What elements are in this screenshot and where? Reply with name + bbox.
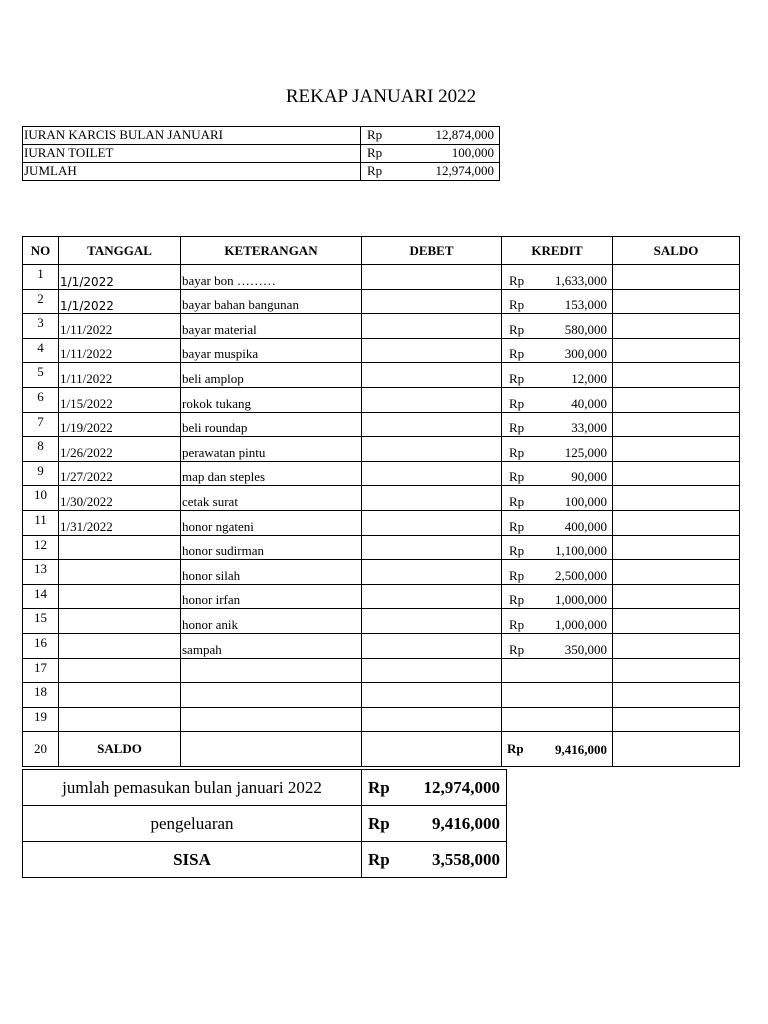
row-saldo <box>613 314 740 339</box>
ledger-row <box>23 535 740 560</box>
row-date <box>59 658 181 683</box>
row-description: bayar muspika <box>181 338 362 363</box>
row-saldo <box>613 289 740 314</box>
ledger-row <box>23 560 740 585</box>
row-debet <box>362 338 502 363</box>
row-currency: Rp <box>509 469 525 485</box>
row-description: honor anik <box>181 609 362 634</box>
row-kredit <box>502 338 613 363</box>
row-number: 1 <box>23 265 59 290</box>
income-label: IURAN KARCIS BULAN JANUARI <box>23 127 361 145</box>
row-amount: 1,000,000 <box>555 616 607 632</box>
ledger-table <box>22 236 740 767</box>
row-saldo <box>613 658 740 683</box>
row-currency: Rp <box>509 370 525 386</box>
row-amount: 1,000,000 <box>555 592 607 608</box>
row-currency: Rp <box>509 272 525 288</box>
ledger-row <box>23 461 740 486</box>
row-date: 1/11/2022 <box>59 338 181 363</box>
ledger-row <box>23 314 740 339</box>
row-number: 6 <box>23 387 59 412</box>
row-kredit <box>502 363 613 388</box>
income-currency: Rp <box>367 163 383 178</box>
row-kredit <box>502 609 613 634</box>
row-saldo <box>613 412 740 437</box>
summary-amount: 3,558,000 <box>432 850 500 869</box>
row-date: 1/11/2022 <box>59 363 181 388</box>
income-row <box>23 145 500 163</box>
ledger-row <box>23 338 740 363</box>
saldo-row <box>23 732 740 767</box>
row-amount: 100,000 <box>564 493 607 509</box>
row-debet <box>362 633 502 658</box>
header-keterangan: KETERANGAN <box>181 237 362 265</box>
row-date: 1/1/2022 <box>59 289 181 314</box>
row-debet <box>362 437 502 462</box>
row-number: 18 <box>23 683 59 708</box>
summary-currency: Rp <box>368 777 390 797</box>
ledger-row <box>23 510 740 535</box>
summary-currency: Rp <box>368 813 390 833</box>
row-debet <box>362 265 502 290</box>
ledger-row <box>23 609 740 634</box>
row-description: honor ngateni <box>181 510 362 535</box>
summary-value-cell <box>362 770 507 806</box>
income-amount: 100,000 <box>451 145 494 160</box>
row-number: 3 <box>23 314 59 339</box>
income-currency-cell <box>361 127 500 145</box>
row-saldo <box>613 363 740 388</box>
income-row <box>23 127 500 145</box>
row-saldo <box>613 707 740 732</box>
row-number: 11 <box>23 510 59 535</box>
row-date <box>59 683 181 708</box>
page-title: REKAP JANUARI 2022 <box>285 86 477 107</box>
income-amount: 12,974,000 <box>435 163 494 178</box>
row-description: rokok tukang <box>181 387 362 412</box>
row-description: bayar material <box>181 314 362 339</box>
row-number: 2 <box>23 289 59 314</box>
income-label: JUMLAH <box>23 163 361 181</box>
row-currency: Rp <box>509 420 525 436</box>
ledger-header-row <box>23 237 740 265</box>
row-amount: 2,500,000 <box>555 567 607 583</box>
row-amount: 33,000 <box>571 420 607 436</box>
saldo-saldo <box>613 732 740 767</box>
summary-value-cell <box>362 842 507 878</box>
row-kredit <box>502 437 613 462</box>
income-currency: Rp <box>367 127 383 142</box>
row-debet <box>362 486 502 511</box>
saldo-label: SALDO <box>59 732 181 767</box>
row-debet <box>362 658 502 683</box>
row-date <box>59 535 181 560</box>
row-kredit <box>502 683 613 708</box>
row-currency: Rp <box>509 518 525 534</box>
row-date: 1/11/2022 <box>59 314 181 339</box>
row-number: 10 <box>23 486 59 511</box>
row-currency: Rp <box>509 346 525 362</box>
row-saldo <box>613 486 740 511</box>
income-total-row <box>23 163 500 181</box>
saldo-kredit <box>502 732 613 767</box>
row-description: perawatan pintu <box>181 437 362 462</box>
row-number: 15 <box>23 609 59 634</box>
summary-label: pengeluaran <box>23 806 362 842</box>
row-description <box>181 683 362 708</box>
row-debet <box>362 461 502 486</box>
row-kredit <box>502 461 613 486</box>
summary-row <box>23 770 507 806</box>
row-description: honor irfan <box>181 584 362 609</box>
row-kredit <box>502 658 613 683</box>
header-tanggal: TANGGAL <box>59 237 181 265</box>
row-saldo <box>613 265 740 290</box>
ledger-row <box>23 584 740 609</box>
row-number: 20 <box>23 732 59 767</box>
row-date: 1/1/2022 <box>59 265 181 290</box>
row-debet <box>362 584 502 609</box>
row-debet <box>362 363 502 388</box>
summary-table <box>22 769 507 878</box>
row-number: 13 <box>23 560 59 585</box>
row-saldo <box>613 560 740 585</box>
row-currency: Rp <box>509 592 525 608</box>
row-debet <box>362 510 502 535</box>
row-description: honor sudirman <box>181 535 362 560</box>
ledger-row <box>23 633 740 658</box>
row-amount: 580,000 <box>564 321 607 337</box>
row-kredit <box>502 707 613 732</box>
row-saldo <box>613 437 740 462</box>
row-saldo <box>613 633 740 658</box>
row-debet <box>362 314 502 339</box>
row-date: 1/19/2022 <box>59 412 181 437</box>
row-number: 16 <box>23 633 59 658</box>
row-debet <box>362 707 502 732</box>
income-currency: Rp <box>367 145 383 160</box>
ledger-row <box>23 412 740 437</box>
row-debet <box>362 683 502 708</box>
row-date: 1/30/2022 <box>59 486 181 511</box>
saldo-currency: Rp <box>507 741 524 757</box>
ledger-row <box>23 683 740 708</box>
row-debet <box>362 535 502 560</box>
summary-currency: Rp <box>368 849 390 869</box>
row-currency: Rp <box>509 616 525 632</box>
row-saldo <box>613 535 740 560</box>
summary-label: jumlah pemasukan bulan januari 2022 <box>23 770 362 806</box>
row-description: bayar bon ……… <box>181 265 362 290</box>
row-description: cetak surat <box>181 486 362 511</box>
summary-value-cell <box>362 806 507 842</box>
row-date <box>59 584 181 609</box>
row-date <box>59 707 181 732</box>
row-debet <box>362 412 502 437</box>
row-description: beli amplop <box>181 363 362 388</box>
row-kredit <box>502 486 613 511</box>
row-number: 9 <box>23 461 59 486</box>
row-currency: Rp <box>509 321 525 337</box>
header-debet: DEBET <box>362 237 502 265</box>
saldo-desc <box>181 732 362 767</box>
summary-sisa-row <box>23 842 507 878</box>
summary-amount: 12,974,000 <box>423 778 500 797</box>
row-saldo <box>613 461 740 486</box>
summary-row <box>23 806 507 842</box>
income-table <box>22 126 500 181</box>
header-kredit: KREDIT <box>502 237 613 265</box>
income-currency-cell <box>361 145 500 163</box>
row-kredit <box>502 560 613 585</box>
row-amount: 125,000 <box>564 444 607 460</box>
row-number: 12 <box>23 535 59 560</box>
ledger-row <box>23 387 740 412</box>
row-kredit <box>502 412 613 437</box>
row-date <box>59 560 181 585</box>
row-date: 1/31/2022 <box>59 510 181 535</box>
row-currency: Rp <box>509 444 525 460</box>
ledger-row <box>23 363 740 388</box>
row-number: 19 <box>23 707 59 732</box>
row-amount: 1,633,000 <box>555 272 607 288</box>
row-amount: 40,000 <box>571 395 607 411</box>
row-amount: 350,000 <box>564 641 607 657</box>
row-saldo <box>613 510 740 535</box>
row-currency: Rp <box>509 297 525 313</box>
row-amount: 90,000 <box>571 469 607 485</box>
row-kredit <box>502 510 613 535</box>
row-currency: Rp <box>509 543 525 559</box>
row-kredit <box>502 535 613 560</box>
header-saldo: SALDO <box>613 237 740 265</box>
row-number: 17 <box>23 658 59 683</box>
row-saldo <box>613 338 740 363</box>
summary-label: SISA <box>23 842 362 878</box>
row-description: map dan steples <box>181 461 362 486</box>
income-currency-cell <box>361 163 500 181</box>
row-amount: 12,000 <box>571 370 607 386</box>
ledger-row <box>23 486 740 511</box>
row-number: 7 <box>23 412 59 437</box>
row-number: 4 <box>23 338 59 363</box>
row-kredit <box>502 584 613 609</box>
income-amount: 12,874,000 <box>435 127 494 142</box>
summary-amount: 9,416,000 <box>432 814 500 833</box>
row-description: sampah <box>181 633 362 658</box>
saldo-debet <box>362 732 502 767</box>
row-currency: Rp <box>509 641 525 657</box>
row-kredit <box>502 633 613 658</box>
row-kredit <box>502 387 613 412</box>
ledger-row <box>23 658 740 683</box>
row-description: beli roundap <box>181 412 362 437</box>
row-date <box>59 633 181 658</box>
row-saldo <box>613 387 740 412</box>
row-description: honor silah <box>181 560 362 585</box>
ledger-row <box>23 265 740 290</box>
row-debet <box>362 289 502 314</box>
ledger-row <box>23 437 740 462</box>
row-amount: 300,000 <box>564 346 607 362</box>
row-date: 1/27/2022 <box>59 461 181 486</box>
row-saldo <box>613 609 740 634</box>
income-label: IURAN TOILET <box>23 145 361 163</box>
header-no: NO <box>23 237 59 265</box>
row-description <box>181 658 362 683</box>
row-date: 1/26/2022 <box>59 437 181 462</box>
row-currency: Rp <box>509 493 525 509</box>
ledger-row <box>23 707 740 732</box>
row-number: 5 <box>23 363 59 388</box>
row-number: 8 <box>23 437 59 462</box>
saldo-amount: 9,416,000 <box>555 742 607 758</box>
row-description: bayar bahan bangunan <box>181 289 362 314</box>
row-debet <box>362 387 502 412</box>
row-amount: 400,000 <box>564 518 607 534</box>
row-number: 14 <box>23 584 59 609</box>
row-amount: 153,000 <box>564 297 607 313</box>
row-saldo <box>613 584 740 609</box>
ledger-row <box>23 289 740 314</box>
row-kredit <box>502 314 613 339</box>
row-kredit <box>502 265 613 290</box>
row-debet <box>362 609 502 634</box>
row-kredit <box>502 289 613 314</box>
row-debet <box>362 560 502 585</box>
row-date <box>59 609 181 634</box>
row-currency: Rp <box>509 395 525 411</box>
row-date: 1/15/2022 <box>59 387 181 412</box>
row-currency: Rp <box>509 567 525 583</box>
row-saldo <box>613 683 740 708</box>
row-description <box>181 707 362 732</box>
row-amount: 1,100,000 <box>555 543 607 559</box>
